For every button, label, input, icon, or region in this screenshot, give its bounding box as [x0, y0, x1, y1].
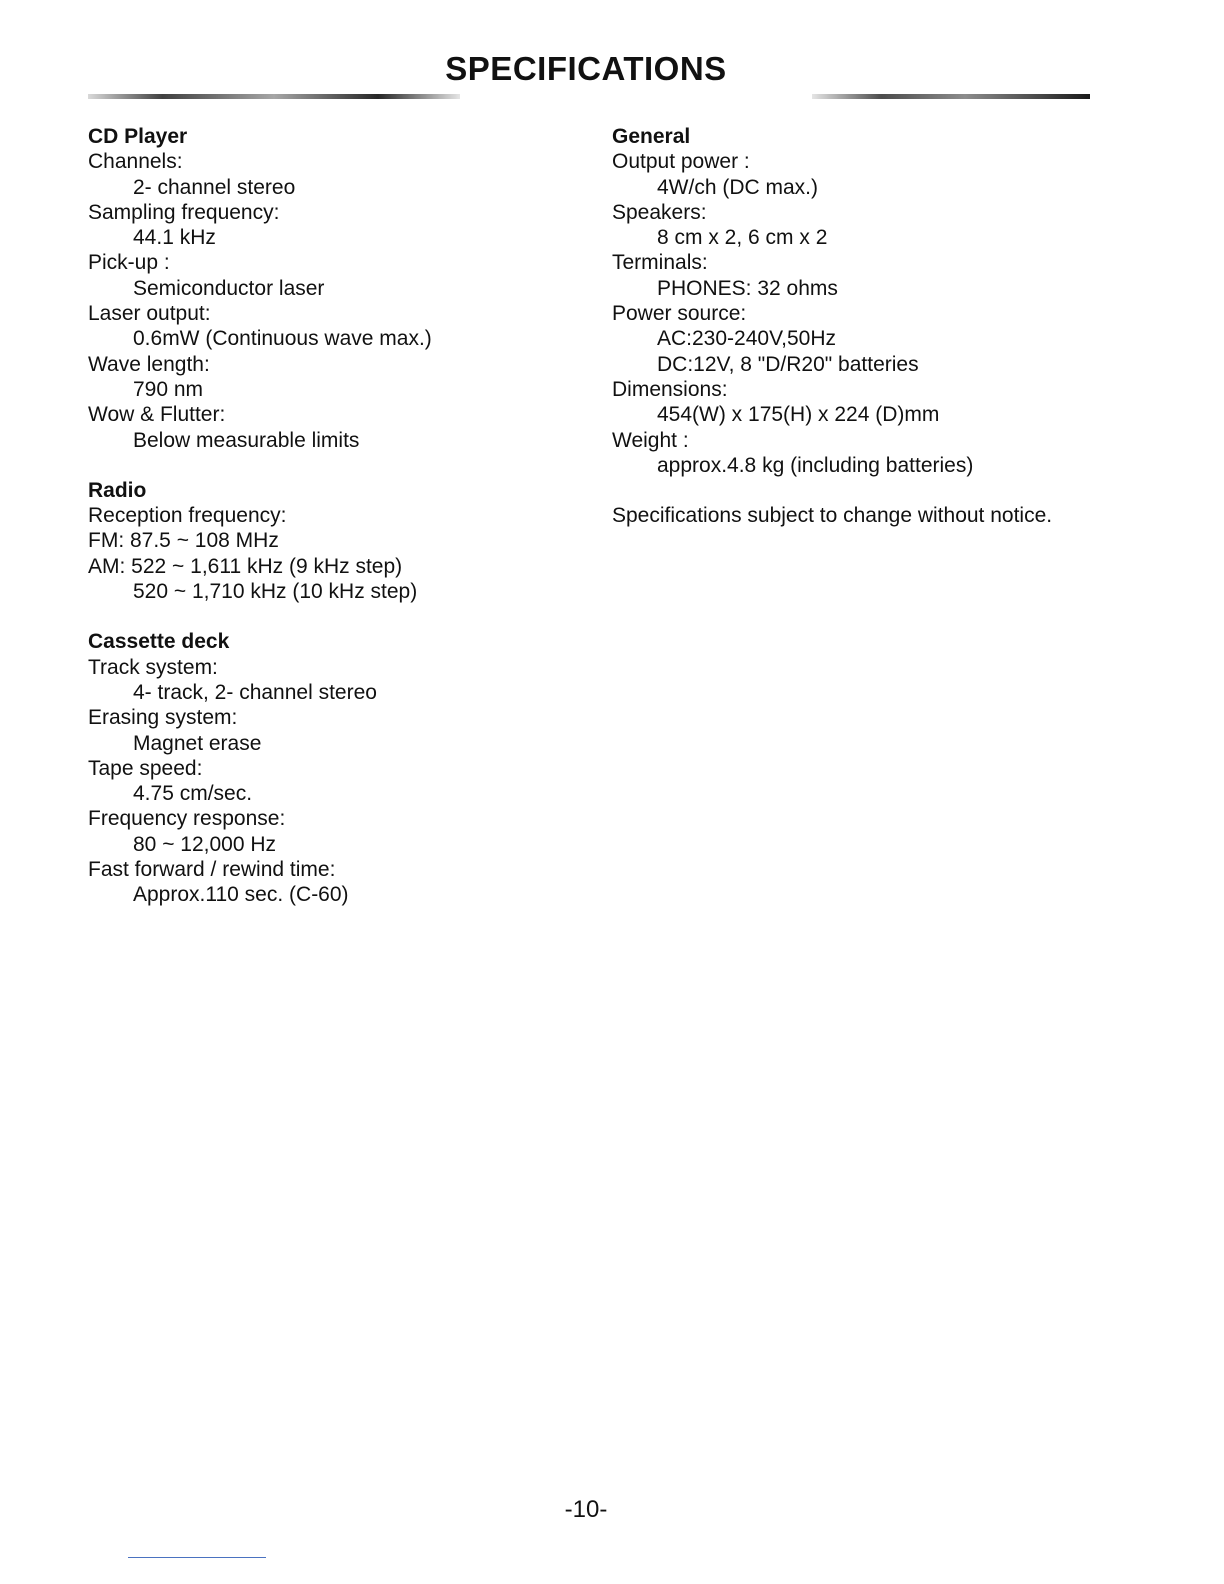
- spec-value: Magnet erase: [133, 731, 262, 755]
- spec-label: Reception frequency:: [88, 504, 287, 528]
- spec-label: Wow & Flutter:: [88, 403, 226, 427]
- spec-label: Frequency response:: [88, 807, 286, 831]
- spec-label: Channels:: [88, 150, 183, 174]
- spec-label: Power source:: [612, 302, 747, 326]
- spec-label: Fast forward / rewind time:: [88, 858, 336, 882]
- right-column: [612, 124, 1052, 528]
- spec-label: Tape speed:: [88, 756, 203, 780]
- spec-section-radio: [88, 478, 432, 604]
- section-title: Cassette deck: [88, 630, 230, 654]
- spec-label: AM: 522 ~ 1,611 kHz (9 kHz step): [88, 554, 403, 578]
- spec-label: Speakers:: [612, 200, 707, 224]
- spec-value: Semiconductor laser: [133, 276, 325, 300]
- spec-label: Erasing system:: [88, 706, 238, 730]
- section-title: CD Player: [88, 125, 188, 148]
- spec-value: 790 nm: [133, 377, 204, 401]
- page-title: SPECIFICATIONS: [445, 50, 727, 87]
- spec-section-general: [612, 124, 1052, 478]
- spec-value: 8 cm x 2, 6 cm x 2: [657, 226, 828, 250]
- spec-value: 0.6mW (Continuous wave max.): [133, 327, 432, 351]
- spec-label: Dimensions:: [612, 377, 728, 401]
- spec-value: 4W/ch (DC max.): [657, 175, 819, 199]
- spec-value: 4.75 cm/sec.: [133, 782, 253, 806]
- spec-label: Pick-up :: [88, 251, 170, 275]
- spec-label: FM: 87.5 ~ 108 MHz: [88, 529, 279, 553]
- spec-value: approx.4.8 kg (including batteries): [657, 453, 974, 477]
- spec-value: 4- track, 2- channel stereo: [133, 680, 377, 704]
- spec-label: Track system:: [88, 655, 218, 679]
- spec-value: AC:230-240V,50Hz: [657, 327, 837, 351]
- spec-value: 80 ~ 12,000 Hz: [133, 832, 277, 856]
- scan-mark: [128, 1557, 266, 1558]
- title-rule-right: [812, 94, 1090, 99]
- spec-value: 2- channel stereo: [133, 175, 296, 199]
- left-column: [88, 124, 432, 933]
- spec-value: 44.1 kHz: [133, 226, 216, 250]
- spec-value: Below measurable limits: [133, 428, 360, 452]
- section-title: Radio: [88, 478, 147, 502]
- spec-label: Sampling frequency:: [88, 200, 280, 224]
- specs-notice: Specifications subject to change without notice.: [612, 504, 1053, 528]
- spec-value: DC:12V, 8 "D/R20" batteries: [657, 352, 919, 376]
- spec-label: Weight :: [612, 428, 689, 452]
- spec-value: PHONES: 32 ohms: [657, 276, 838, 300]
- spec-section-cassette-deck: [88, 629, 432, 907]
- spec-value: 454(W) x 175(H) x 224 (D)mm: [657, 403, 940, 427]
- section-title: General: [612, 125, 691, 148]
- title-rule-left: [88, 94, 460, 99]
- spec-label: Output power :: [612, 150, 750, 174]
- spec-value: Approx.110 sec. (C-60): [133, 883, 349, 907]
- page-number: -10-: [564, 1496, 608, 1523]
- spec-label: Wave length:: [88, 352, 210, 376]
- spec-label: Terminals:: [612, 251, 708, 275]
- spec-value: 520 ~ 1,710 kHz (10 kHz step): [133, 580, 418, 604]
- right-sections: [612, 124, 1052, 478]
- spec-label: Laser output:: [88, 302, 211, 326]
- spec-section-cd-player: [88, 124, 432, 453]
